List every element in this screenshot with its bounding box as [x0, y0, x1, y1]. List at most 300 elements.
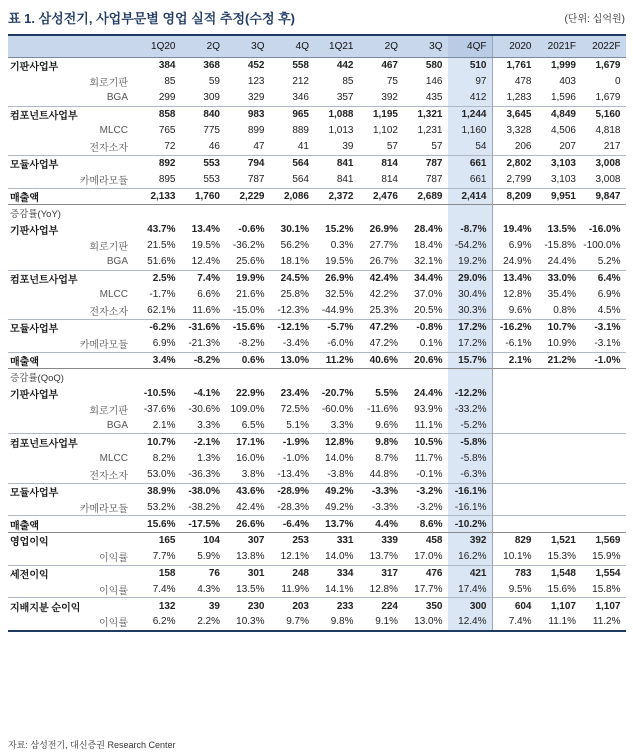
table-cell: 32.5% [325, 289, 354, 301]
row-label: 기판사업부 [10, 225, 59, 237]
table-cell: -20.7% [321, 387, 354, 399]
table-cell [448, 368, 493, 384]
table-cell: 37.0% [414, 289, 443, 301]
table-row [8, 286, 626, 302]
table-cell: 783 [492, 565, 537, 581]
table-cell: -3.4% [282, 338, 309, 350]
table-cell: 331 [314, 532, 359, 548]
table-cell: 12.8% [492, 286, 537, 302]
row-label: 모듈사업부 [8, 155, 136, 171]
table-cell: 889 [292, 125, 309, 137]
table-cell: 57 [386, 141, 398, 153]
table-cell: 165 [136, 532, 181, 548]
table-cell: 1,102 [372, 125, 398, 137]
table-cell: -17.5% [181, 516, 226, 532]
table-row [8, 614, 626, 630]
table-cell: 3,328 [492, 123, 537, 139]
table-cell [492, 434, 537, 450]
table-cell: 7.4% [152, 583, 176, 595]
table-cell: -3.1% [581, 319, 626, 335]
table-cell: 6.5% [241, 420, 265, 432]
table-cell: 0.8% [553, 305, 576, 317]
table-cell [403, 368, 448, 384]
table-cell: 3,103 [550, 174, 576, 186]
table-cell: -6.2% [136, 319, 181, 335]
table-cell: -15.6% [225, 319, 270, 335]
table-cell [581, 500, 626, 516]
table-cell: 300 [448, 598, 493, 614]
row-label: 컴포넌트사업부 [8, 106, 136, 122]
table-cell: 1,231 [417, 125, 443, 137]
table-cell: 203 [270, 598, 315, 614]
table-cell: 1,107 [537, 598, 582, 614]
table-cell: 564 [292, 174, 309, 186]
table-row [8, 237, 626, 253]
table-row [8, 401, 626, 417]
column-header: 1Q21 [314, 35, 359, 57]
table-cell: 3.3% [197, 420, 220, 432]
row-label: 매출액 [8, 188, 136, 204]
table-cell: 384 [136, 57, 181, 73]
table-cell: 794 [225, 155, 270, 171]
table-cell: 15.6% [136, 516, 181, 532]
row-label: BGA [106, 420, 128, 432]
table-cell: -6.0% [327, 338, 354, 350]
table-cell: 18.1% [280, 256, 309, 268]
table-cell: 1,569 [581, 532, 626, 548]
table-cell [537, 450, 582, 466]
table-cell: 46 [208, 141, 220, 153]
table-cell: 11.7% [414, 453, 443, 465]
table-cell: -4.1% [193, 387, 220, 399]
table-cell: 9.5% [492, 582, 537, 598]
table-cell [492, 385, 537, 401]
row-label: MLCC [99, 125, 128, 137]
table-cell: -8.2% [238, 338, 265, 350]
table-cell [581, 401, 626, 417]
table-cell: -30.6% [188, 403, 220, 415]
table-cell: 212 [292, 76, 309, 88]
table-cell: 1,088 [314, 106, 359, 122]
table-cell: 9,951 [537, 188, 582, 204]
table-cell [492, 418, 537, 434]
table-cell: 15.8% [592, 583, 621, 595]
table-cell: 158 [136, 565, 181, 581]
row-label: 컴포넌트사업부 [8, 270, 136, 286]
table-cell: 476 [403, 565, 448, 581]
table-cell: -5.2% [448, 418, 493, 434]
table-body [8, 57, 626, 631]
table-row [8, 532, 626, 548]
table-cell: 1.3% [197, 453, 220, 465]
column-header: 2021F [537, 35, 582, 57]
table-cell: 661 [448, 172, 493, 188]
table-cell: -11.6% [367, 403, 398, 415]
table-cell: 19.5% [191, 239, 220, 251]
table-cell: 899 [247, 125, 265, 137]
table-cell: 23.4% [280, 387, 309, 399]
table-cell: -38.0% [181, 483, 226, 499]
table-cell: 93.9% [414, 403, 443, 415]
table-cell [492, 401, 537, 417]
table-cell: 787 [425, 174, 443, 186]
table-container [8, 34, 625, 632]
table-cell: 0 [614, 76, 621, 88]
table-cell: 47.2% [359, 319, 404, 335]
table-cell: 7.4% [181, 270, 226, 286]
table-cell: 8.2% [152, 453, 176, 465]
table-cell: -10.5% [143, 387, 176, 399]
table-cell: 2,414 [448, 188, 493, 204]
table-cell: 39 [181, 598, 226, 614]
table-cell: 6.6% [197, 289, 220, 301]
table-cell [359, 205, 404, 221]
table-cell: 458 [403, 532, 448, 548]
table-cell: 9.6% [492, 303, 537, 319]
table-cell [581, 483, 626, 499]
table-cell: 580 [403, 57, 448, 73]
table-cell: 841 [336, 174, 354, 186]
table-cell: 16.2% [448, 549, 493, 565]
table-cell: -13.4% [277, 469, 309, 481]
table-cell [581, 418, 626, 434]
row-label: BGA [106, 256, 128, 268]
table-cell: 6.2% [136, 614, 181, 630]
table-row [8, 368, 626, 384]
table-cell: 21.6% [236, 289, 265, 301]
table-cell: -100.0% [583, 239, 621, 251]
table-cell: 10.5% [403, 434, 448, 450]
table-cell: 13.5% [547, 223, 576, 235]
table-cell: 442 [314, 57, 359, 73]
table-cell: 4.5% [597, 305, 621, 317]
table-cell: 317 [359, 565, 404, 581]
table-row [8, 57, 626, 73]
table-cell [492, 500, 537, 516]
row-label: 영업이익 [8, 532, 136, 548]
table-cell: 421 [448, 565, 493, 581]
table-cell: 2.1% [152, 420, 176, 432]
table-cell: 8,209 [492, 188, 537, 204]
table-cell: 765 [158, 125, 176, 137]
table-cell: 44.8% [369, 469, 398, 481]
row-label: 매출액 [8, 352, 136, 368]
table-row [8, 483, 626, 499]
table-cell: 3.4% [136, 352, 181, 368]
row-label: 모듈사업부 [8, 483, 136, 499]
table-cell: 11.1% [414, 420, 443, 432]
table-cell: 840 [181, 106, 226, 122]
table-cell: 7.7% [152, 551, 176, 563]
table-row [8, 336, 626, 352]
table-cell [359, 368, 404, 384]
table-cell: 25.3% [369, 305, 398, 317]
table-cell: 1,283 [492, 90, 537, 106]
table-cell [537, 368, 582, 384]
table-cell: 42.2% [369, 289, 398, 301]
table-cell: 1,195 [359, 106, 404, 122]
table-title: 표 1. 삼성전기, 사업부문별 영업 실적 추정(수정 후) [8, 11, 295, 26]
table-row [8, 303, 626, 319]
table-cell [537, 500, 582, 516]
table-row [8, 123, 626, 139]
table-cell: 11.1% [537, 614, 582, 630]
table-cell: 17.0% [414, 551, 443, 563]
table-cell: 1,554 [581, 565, 626, 581]
table-cell [537, 434, 582, 450]
table-cell: 27.7% [369, 239, 398, 251]
table-cell: 452 [225, 57, 270, 73]
row-label: 컴포넌트사업부 [8, 434, 136, 450]
table-cell: 30.3% [448, 303, 493, 319]
table-cell [537, 483, 582, 499]
table-cell: 11.6% [192, 305, 220, 317]
column-header: 3Q [225, 35, 270, 57]
table-cell: 2.2% [181, 614, 226, 630]
table-cell: 334 [314, 565, 359, 581]
row-label: 매출액 [8, 516, 136, 532]
table-row [8, 500, 626, 516]
table-row [8, 549, 626, 565]
table-cell: 3,008 [595, 174, 621, 186]
table-row [8, 434, 626, 450]
table-cell [448, 205, 493, 221]
table-cell [581, 385, 626, 401]
row-label: 카메라모듈 [79, 340, 128, 352]
table-row [8, 254, 626, 270]
table-cell: -3.8% [327, 469, 354, 481]
row-label: 전자소자 [89, 471, 128, 483]
table-cell: 24.4% [547, 256, 576, 268]
table-cell: 3.8% [241, 469, 265, 481]
table-cell: 1,548 [537, 565, 582, 581]
table-cell: -15.0% [232, 305, 265, 317]
table-cell: 47 [253, 141, 265, 153]
table-cell: 35.4% [547, 289, 576, 301]
table-cell: 1,521 [537, 532, 582, 548]
table-cell: 253 [270, 532, 315, 548]
table-cell: 17.2% [448, 336, 493, 352]
table-cell: -5.7% [314, 319, 359, 335]
table-cell: 12.8% [369, 583, 398, 595]
table-cell: 41 [297, 141, 309, 153]
table-row [8, 319, 626, 335]
table-cell: 13.0% [403, 614, 448, 630]
table-cell: 34.4% [403, 270, 448, 286]
table-cell: 339 [359, 532, 404, 548]
table-row [8, 352, 626, 368]
table-cell: 6.9% [492, 237, 537, 253]
table-cell [581, 368, 626, 384]
table-cell: -12.1% [270, 319, 315, 335]
row-label: MLCC [99, 289, 128, 301]
table-cell: 814 [381, 174, 398, 186]
table-cell: 11.9% [281, 583, 309, 595]
table-cell: 59 [208, 76, 220, 88]
row-label: 이익률 [99, 553, 128, 565]
table-cell: -0.8% [403, 319, 448, 335]
table-row [8, 270, 626, 286]
column-header [8, 35, 136, 57]
table-cell: 29.0% [448, 270, 493, 286]
table-cell: -0.6% [238, 223, 265, 235]
table-cell: -15.8% [544, 239, 576, 251]
earnings-table [8, 34, 626, 632]
row-label: MLCC [99, 453, 128, 465]
table-cell [581, 205, 626, 221]
table-cell: -60.0% [321, 403, 354, 415]
table-row [8, 139, 626, 155]
table-cell [270, 368, 315, 384]
table-cell: 0.3% [330, 239, 354, 251]
table-cell: -6.3% [448, 467, 493, 483]
table-cell: 13.4% [191, 223, 220, 235]
table-cell: -6.1% [492, 336, 537, 352]
table-cell: 392 [448, 532, 493, 548]
table-cell: 19.2% [448, 254, 493, 270]
table-cell [314, 205, 359, 221]
table-row [8, 598, 626, 614]
table-cell: 1,107 [581, 598, 626, 614]
table-cell [492, 483, 537, 499]
table-cell: -31.6% [181, 319, 226, 335]
table-cell: -16.0% [588, 223, 621, 235]
table-cell: -5.8% [448, 434, 493, 450]
table-cell: 32.1% [414, 256, 443, 268]
table-cell: 20.5% [414, 305, 443, 317]
table-cell: 85 [164, 76, 176, 88]
column-header: 4Q [270, 35, 315, 57]
table-cell: -1.9% [270, 434, 315, 450]
table-cell: 0.6% [225, 352, 270, 368]
table-cell: 10.1% [492, 549, 537, 565]
table-cell: 814 [359, 155, 404, 171]
table-cell: 2,086 [270, 188, 315, 204]
table-cell: 1,160 [448, 123, 493, 139]
table-cell: 5.2% [597, 256, 621, 268]
table-cell [136, 368, 181, 384]
table-cell: 49.2% [314, 483, 359, 499]
table-cell: 1,679 [595, 92, 621, 104]
column-header: 2Q [181, 35, 226, 57]
table-cell: -38.2% [188, 501, 220, 513]
table-cell: 132 [136, 598, 181, 614]
table-cell: 17.2% [448, 319, 493, 335]
table-cell: 1,321 [403, 106, 448, 122]
table-cell: 10.3% [225, 614, 270, 630]
row-label: 회로기판 [89, 405, 128, 417]
table-cell: 10.7% [136, 434, 181, 450]
table-cell: 19.4% [492, 221, 537, 237]
table-cell: 42.4% [236, 501, 265, 513]
table-cell: 104 [181, 532, 226, 548]
table-cell: 51.6% [147, 256, 176, 268]
table-cell: 1,596 [550, 92, 576, 104]
table-cell: -12.3% [277, 305, 309, 317]
table-cell [492, 368, 537, 384]
table-cell: 307 [225, 532, 270, 548]
table-cell: 2,229 [225, 188, 270, 204]
table-cell: -36.3% [188, 469, 220, 481]
table-cell: 9.8% [359, 434, 404, 450]
table-cell: 357 [336, 92, 354, 104]
row-label: 기판사업부 [10, 389, 59, 401]
table-cell: 412 [448, 90, 493, 106]
column-header: 2020 [492, 35, 537, 57]
table-row [8, 73, 626, 89]
table-row [8, 450, 626, 466]
table-cell: 109.0% [230, 403, 265, 415]
table-cell: 25.8% [280, 289, 309, 301]
table-cell: 18.4% [414, 239, 443, 251]
table-cell [537, 467, 582, 483]
table-cell: -36.2% [232, 239, 265, 251]
table-cell: 24.9% [492, 254, 537, 270]
table-cell: 350 [403, 598, 448, 614]
table-cell [270, 205, 315, 221]
table-cell: -3.3% [371, 501, 398, 513]
table-cell [581, 450, 626, 466]
table-cell: -5.8% [448, 450, 493, 466]
table-cell: 7.4% [492, 614, 537, 630]
table-cell: 85 [342, 76, 354, 88]
table-cell: 13.5% [236, 583, 265, 595]
row-label: 카메라모듈 [79, 503, 128, 515]
table-cell: 62.1% [147, 305, 176, 317]
table-cell: -8.2% [181, 352, 226, 368]
table-cell: 75 [386, 76, 398, 88]
table-cell: 1,679 [581, 57, 626, 73]
table-cell: 53.0% [147, 469, 176, 481]
column-header: 3Q [403, 35, 448, 57]
table-cell: 403 [559, 76, 576, 88]
table-cell [492, 450, 537, 466]
table-cell: 49.2% [325, 501, 354, 513]
table-cell: 15.7% [448, 352, 493, 368]
table-cell: 10.7% [537, 319, 582, 335]
table-cell: 28.4% [414, 223, 443, 235]
table-cell: 6.4% [581, 270, 626, 286]
table-cell: 2,689 [403, 188, 448, 204]
table-cell: 2,799 [492, 172, 537, 188]
table-cell: 6.9% [597, 289, 621, 301]
column-header: 4QF [448, 35, 493, 57]
table-cell: 983 [225, 106, 270, 122]
table-cell: -1.7% [149, 289, 176, 301]
row-label: 증감률(YoY) [8, 205, 136, 221]
table-cell: -33.2% [448, 401, 493, 417]
table-cell: 54 [448, 139, 493, 155]
column-header: 2Q [359, 35, 404, 57]
row-label: 이익률 [8, 614, 136, 630]
table-cell: 604 [492, 598, 537, 614]
table-cell [225, 205, 270, 221]
table-cell: -2.1% [181, 434, 226, 450]
table-cell: 11.2% [314, 352, 359, 368]
table-cell: 15.3% [547, 551, 576, 563]
table-cell: 14.0% [325, 551, 354, 563]
table-cell: 17.1% [225, 434, 270, 450]
table-cell: -16.1% [448, 483, 493, 499]
table-cell: 3.3% [330, 420, 354, 432]
table-cell: 33.0% [537, 270, 582, 286]
table-cell: 53.2% [147, 501, 176, 513]
table-cell: 217 [603, 141, 621, 153]
table-cell: -1.0% [282, 453, 309, 465]
table-cell [403, 205, 448, 221]
table-cell: 39 [342, 141, 354, 153]
table-cell: 56.2% [280, 239, 309, 251]
